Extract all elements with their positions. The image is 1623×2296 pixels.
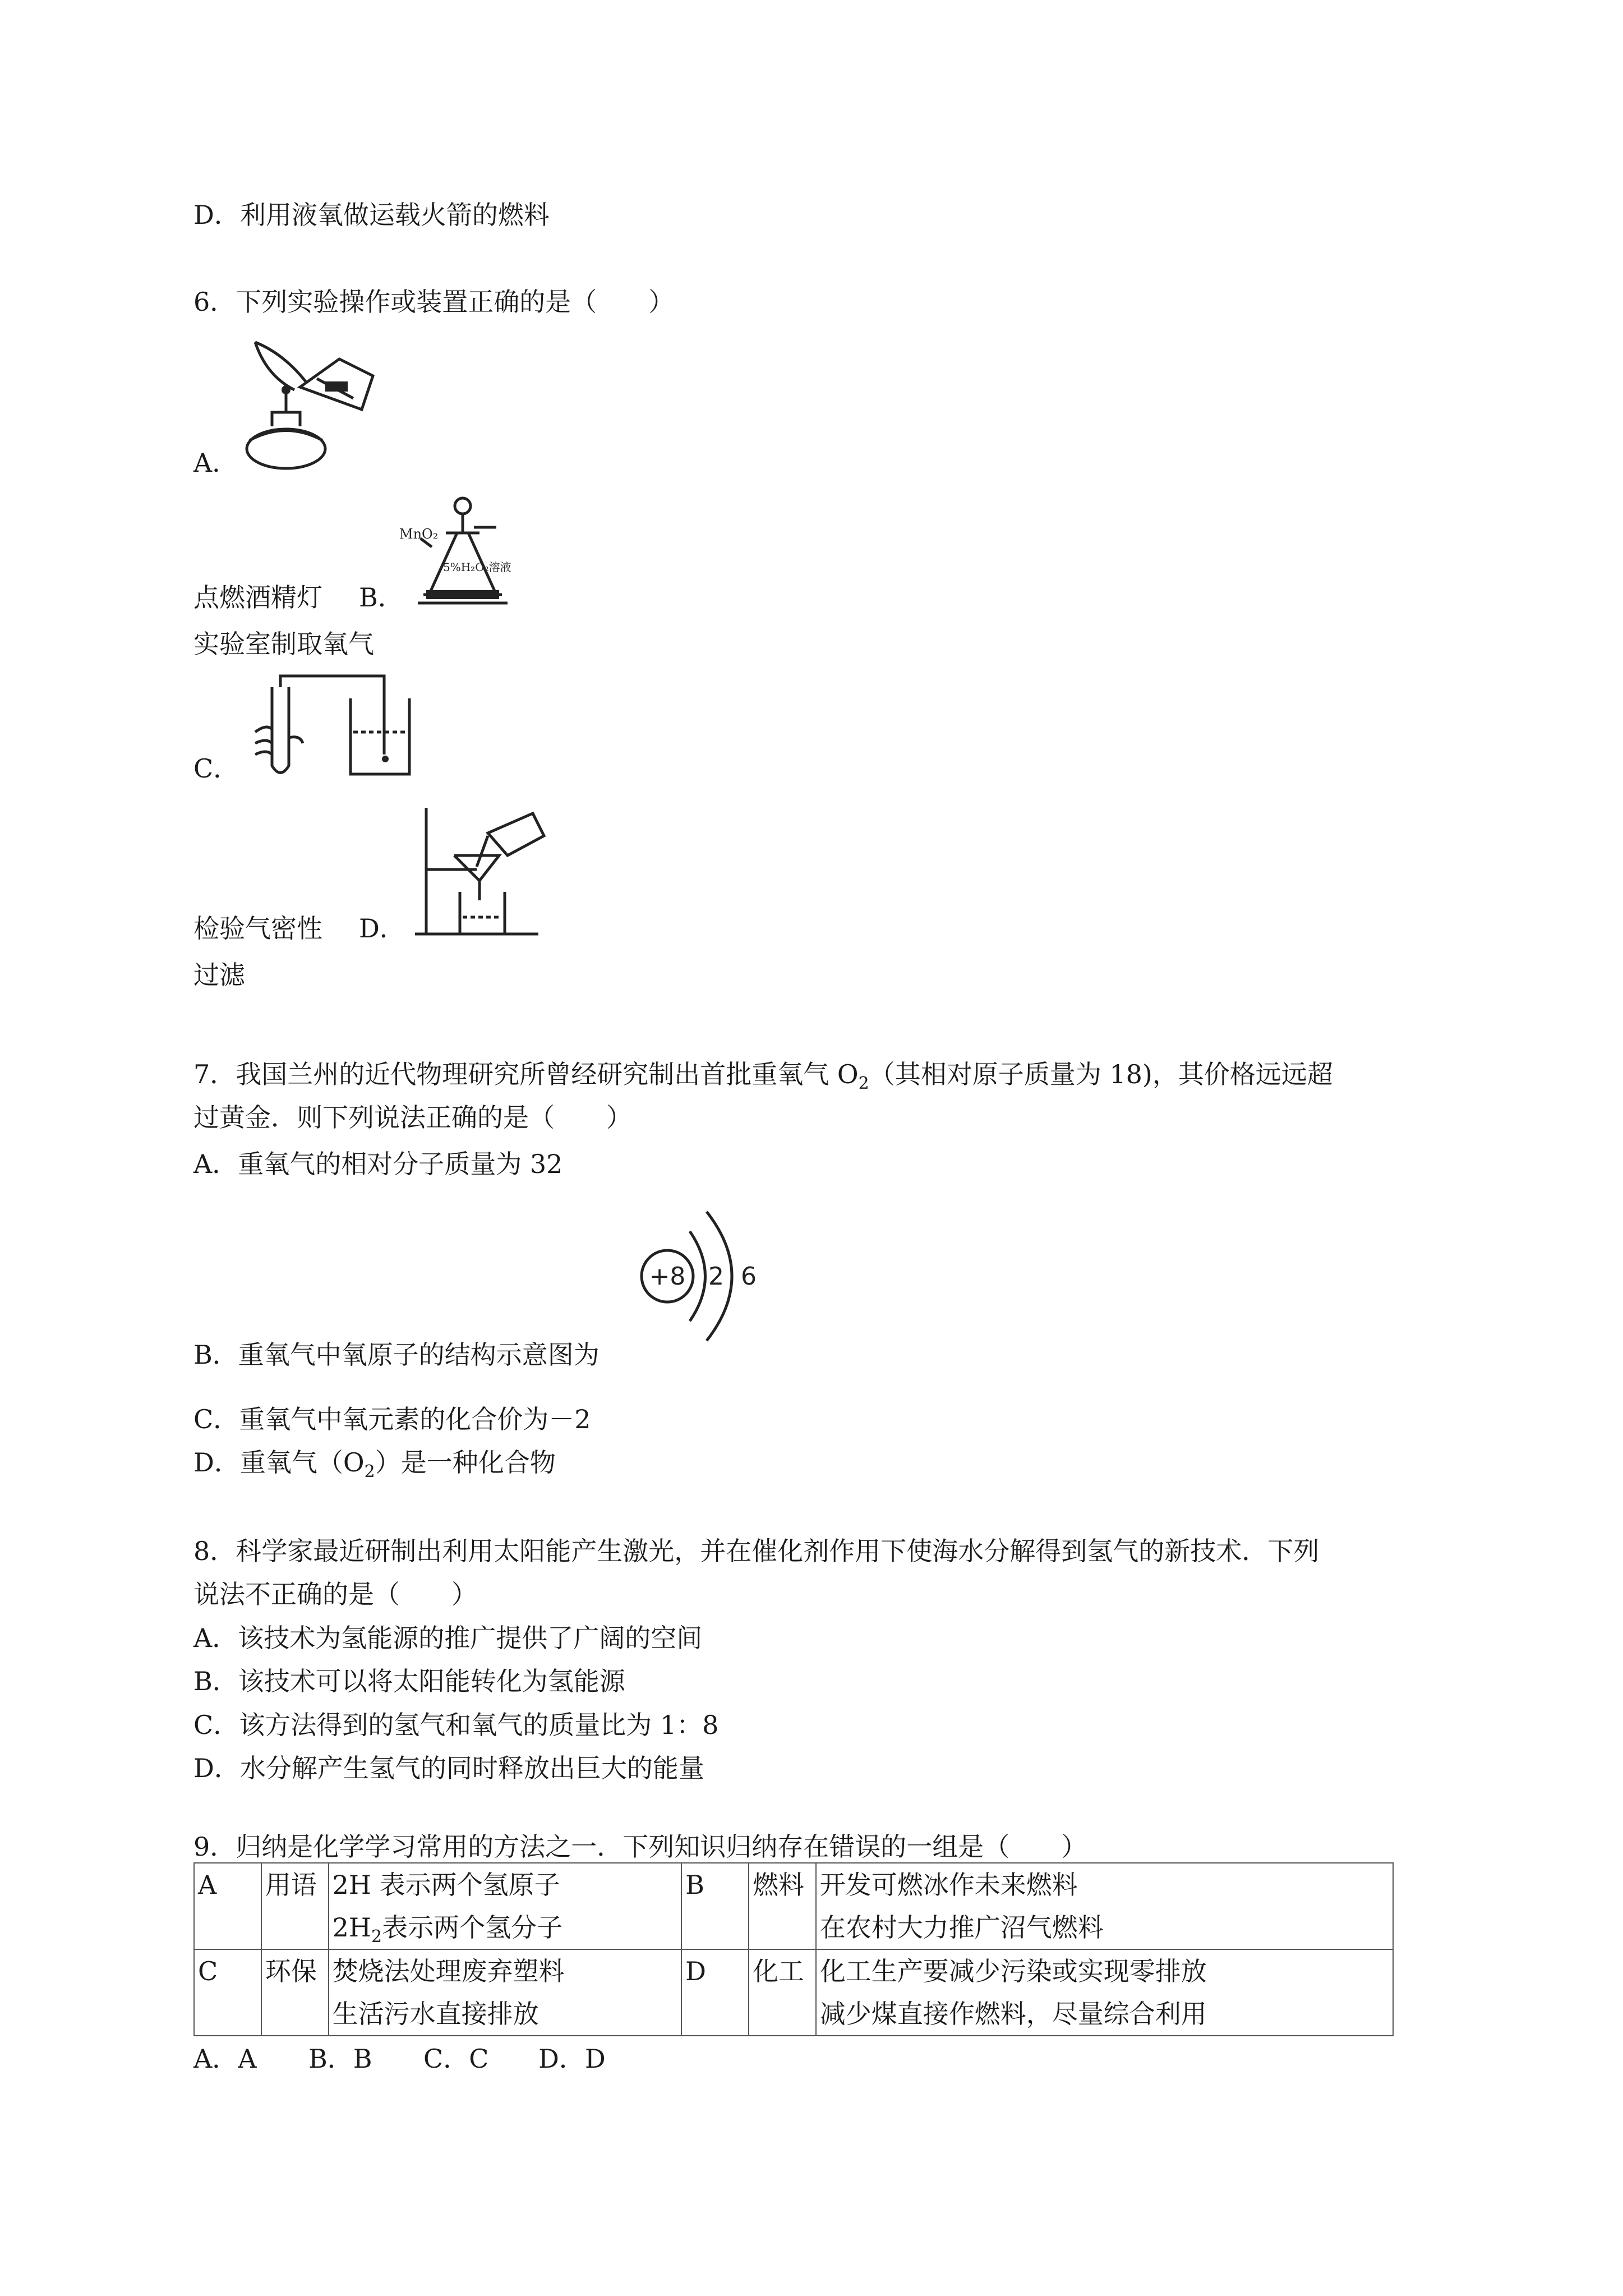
table-cell-category: 环保 <box>261 1949 329 2036</box>
table-row <box>194 1863 1393 1949</box>
q9-stem: 9．归纳是化学学习常用的方法之一．下列知识归纳存在错误的一组是（ ） <box>193 1832 1087 1862</box>
statement-line: 减少煤直接作燃料，尽量综合利用 <box>819 1999 1207 2029</box>
statement-line: 开发可燃冰作未来燃料 <box>819 1870 1078 1900</box>
shell-1-electrons: 2 <box>708 1262 724 1291</box>
shell-2-electrons: 6 <box>741 1262 757 1291</box>
statement-line: 焚烧法处理废弃塑料 <box>332 1956 565 1986</box>
statement-text: 表示两个氢分子 <box>382 1912 563 1943</box>
q6-option-d-caption: 过滤 <box>193 960 245 990</box>
table-cell-group-label: B <box>681 1863 749 1949</box>
q8-option-c: C．该方法得到的氢气和氧气的质量比为 1：8 <box>193 1710 719 1740</box>
table-cell-category: 燃料 <box>749 1863 816 1949</box>
statement-line <box>333 1906 677 1949</box>
q8-option-b: B．该技术可以将太阳能转化为氢能源 <box>193 1666 625 1696</box>
q8-option-d: D．水分解产生氢气的同时释放出巨大的能量 <box>193 1753 704 1783</box>
q8-stem-line-1: 8．科学家最近研制出利用太阳能产生激光，并在催化剂作用下使海水分解得到氢气的新技术．下列 <box>193 1536 1320 1566</box>
q7-stem-line-2: 过黄金．则下列说法正确的是（ ） <box>193 1102 632 1133</box>
q6-stem: 6．下列实验操作或装置正确的是（ ） <box>193 287 675 317</box>
statement-line: 化工生产要减少污染或实现零排放 <box>819 1956 1207 1986</box>
q7-option-b: B．重氧气中氧原子的结构示意图为 <box>193 1340 600 1370</box>
q9-option-c: C．C <box>423 2044 489 2074</box>
q7-option-c: C．重氧气中氧元素的化合价为－2 <box>193 1404 591 1434</box>
alcohol-lamp-lighting-figure <box>233 337 384 477</box>
table-cell-statements <box>329 1863 681 1949</box>
q6-option-a-letter: A． <box>193 448 238 478</box>
mno2-label: MnO₂ <box>399 526 439 542</box>
q7-option-a: A．重氧气的相对分子质量为 32 <box>193 1149 563 1179</box>
q9-option-d: D．D <box>538 2044 606 2074</box>
statement-line: 在农村大力推广沼气燃料 <box>819 1912 1104 1943</box>
knowledge-summary-table <box>193 1862 1394 2036</box>
table-cell-category: 用语 <box>261 1863 329 1949</box>
table-cell-group-label: C <box>194 1949 261 2036</box>
q6-option-c-letter: C． <box>193 753 239 784</box>
q6-option-b-letter: B． <box>359 582 404 613</box>
table-cell-category: 化工 <box>749 1949 816 2036</box>
q7-stem-subscript: 2 <box>858 1074 869 1093</box>
table-cell-group-label: A <box>194 1863 261 1949</box>
q9-option-b: B．B <box>308 2044 372 2074</box>
q6-option-d-letter: D． <box>359 913 405 944</box>
q8-stem-line-2: 说法不正确的是（ ） <box>193 1579 477 1609</box>
q7-option-d-subscript: 2 <box>364 1462 375 1481</box>
nucleus-charge: +8 <box>649 1262 686 1291</box>
table-cell-statements <box>816 1863 1393 1949</box>
q6-option-c-caption: 检验气密性 <box>193 913 322 944</box>
q7-option-d <box>193 1446 556 1479</box>
statement-line: 2H 表示两个氢原子 <box>332 1870 560 1900</box>
statement-formula: 2H <box>332 1912 372 1943</box>
table-cell-group-label: D <box>681 1949 749 2036</box>
q7-stem-line-1 <box>193 1057 1333 1091</box>
table-row <box>194 1949 1393 2036</box>
q6-option-a-caption: 点燃酒精灯 <box>193 582 322 613</box>
filtration-figure <box>409 802 550 942</box>
h2o2-label: 5%H₂O₂溶液 <box>443 560 511 574</box>
q7-option-d-part-2: ）是一种化合物 <box>375 1447 556 1478</box>
q9-option-a: A．A <box>193 2044 257 2074</box>
table-cell-statements <box>329 1949 681 2036</box>
q7-option-d-part-1: D．重氧气（O <box>193 1447 365 1478</box>
oxygen-atom-structure-diagram <box>637 1200 771 1352</box>
airtightness-check-figure <box>238 670 412 783</box>
q5-option-d: D．利用液氧做运载火箭的燃料 <box>193 200 550 230</box>
q8-option-a: A．该技术为氢能源的推广提供了广阔的空间 <box>193 1623 703 1653</box>
q7-stem-part-1: 7．我国兰州的近代物理研究所曾经研究制出首批重氧气 O <box>193 1059 859 1089</box>
statement-formula-subscript: 2 <box>371 1927 382 1947</box>
oxygen-preparation-figure <box>398 494 544 609</box>
q6-option-b-caption: 实验室制取氧气 <box>193 629 374 659</box>
q7-stem-part-2: （其相对原子质量为 18)，其价格远远超 <box>869 1059 1333 1089</box>
table-cell-statements <box>816 1949 1393 2036</box>
statement-line: 生活污水直接排放 <box>332 1999 539 2029</box>
